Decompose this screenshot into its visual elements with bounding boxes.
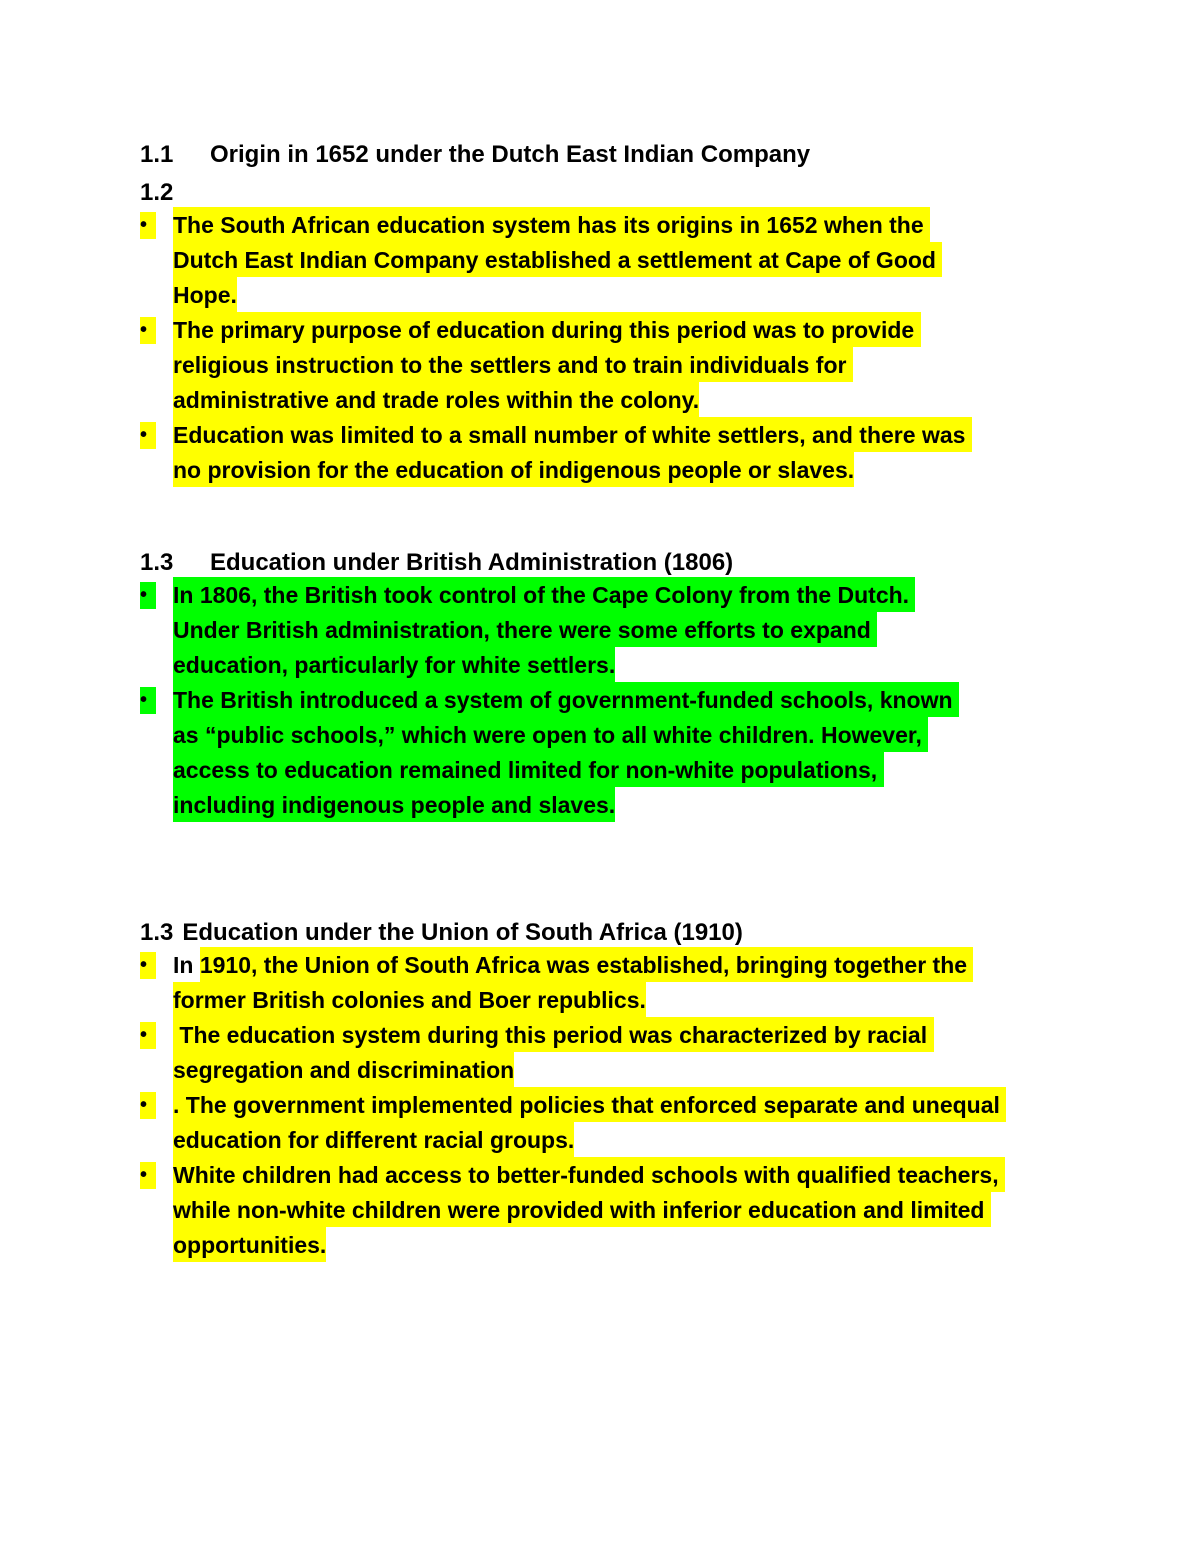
list-item <box>140 1018 1060 1088</box>
section-heading <box>140 548 1060 578</box>
text-segment: The education system during this period was characterized by racial segregation and discrimination <box>173 1017 934 1087</box>
list-item <box>140 418 1060 488</box>
section-number: 1.3 <box>140 919 174 946</box>
bullet-marker: • <box>140 212 156 239</box>
section-origin-1652 <box>140 140 1060 488</box>
section-title: Education under the Union of South Africa (1910) <box>182 919 743 946</box>
section-title: Education under British Administration (1806) <box>210 549 734 576</box>
text-segment: . The government implemented policies that enforced separate and unequal education for different racial groups. <box>173 1087 1006 1157</box>
text-segment: In 1806, the British took control of the Cape Colony from the Dutch. Under British administration, there were some efforts to expand education, particularly for white settlers. <box>173 577 915 682</box>
section-heading <box>140 918 1060 948</box>
bullet-marker: • <box>140 687 156 714</box>
bullet-marker: • <box>140 952 156 979</box>
bullet-marker: • <box>140 422 156 449</box>
list-item <box>140 208 1060 313</box>
text-segment: Education was limited to a small number of white settlers, and there was no provision for the education of indigenous people or slaves. <box>173 417 972 487</box>
bullet-marker: • <box>140 317 156 344</box>
list-item-text <box>173 683 975 823</box>
list-item <box>140 948 1060 1018</box>
list-item <box>140 1088 1060 1158</box>
list-item-text <box>173 948 1023 1018</box>
text-segment: The British introduced a system of government-funded schools, known as “public schools,” which were open to all white children. However, access to education remained limited for non-white populations, including indigenous people and slaves. <box>173 682 959 822</box>
bullet-list-british <box>140 578 1060 823</box>
text-segment: The South African education system has its origins in 1652 when the Dutch East Indian Company established a settlement at Cape of Good Hope. <box>173 207 942 312</box>
text-segment: The primary purpose of education during this period was to provide religious instruction to the settlers and to train individuals for administrative and trade roles within the colony. <box>173 312 921 417</box>
list-item-text <box>173 578 975 683</box>
list-item-text <box>173 313 975 418</box>
section-british-administration <box>140 548 1060 823</box>
bullet-marker: • <box>140 582 156 609</box>
section-number: 1.3 <box>140 549 174 576</box>
list-item-text <box>173 1158 1023 1263</box>
bullet-list-union <box>140 948 1060 1263</box>
list-item <box>140 313 1060 418</box>
list-item <box>140 683 1060 823</box>
section-number: 1.1 <box>140 141 174 168</box>
list-item-text <box>173 1088 1023 1158</box>
bullet-marker: • <box>140 1162 156 1189</box>
section-title: Origin in 1652 under the Dutch East Indian Company <box>210 141 811 168</box>
section-union-south-africa <box>140 918 1060 1263</box>
list-item-text <box>173 1018 1023 1088</box>
bullet-marker: • <box>140 1092 156 1119</box>
list-item-text <box>173 418 975 488</box>
list-item-text <box>173 208 975 313</box>
list-item <box>140 1158 1060 1263</box>
list-item <box>140 578 1060 683</box>
subsection-number: 1.2 <box>140 179 174 206</box>
bullet-marker: • <box>140 1022 156 1049</box>
bullet-list-origin <box>140 208 1060 488</box>
section-heading <box>140 140 1060 170</box>
text-segment: In <box>173 952 200 978</box>
text-segment: 1910, the Union of South Africa was established, bringing together the former British colonies and Boer republics. <box>173 947 973 1017</box>
text-segment: White children had access to better-funded schools with qualified teachers, while non-white children were provided with inferior education and limited opportunities. <box>173 1157 1005 1262</box>
